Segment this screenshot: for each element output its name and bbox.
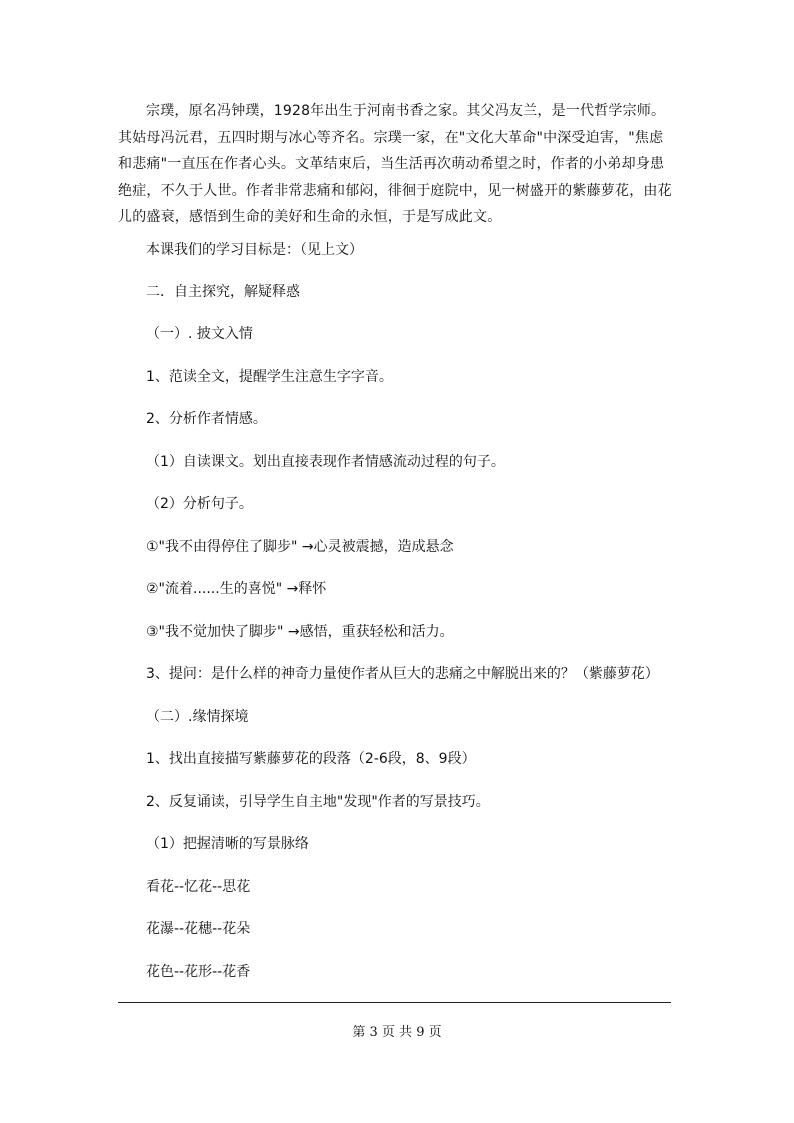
step-2-2-line: （2）分析句子。	[146, 496, 253, 512]
recite-line: 2、反复诵读，引导学生自主地"发现"作者的写景技巧。	[146, 794, 490, 810]
find-paragraphs-line: 1、找出直接描写紫藤萝花的段落（2-6段，8、9段）	[146, 751, 476, 767]
learning-goal-line: 本课我们的学习目标是：（见上文）	[146, 242, 363, 258]
step-2-line: 2、分析作者情感。	[146, 411, 267, 427]
footer-divider	[118, 1002, 671, 1003]
sequence-line-1: 看花--忆花--思花	[146, 879, 251, 895]
outline-line: （1）把握清晰的写景脉络	[146, 836, 309, 852]
subsection-heading-1: （一）. 披文入情	[146, 326, 253, 342]
intro-paragraph: 宗璞，原名冯钟璞，1928年出生于河南书香之家。其父冯友兰，是一代哲学宗师。其姑母冯沅君，五四时期与冰心等齐名。宗璞一家，在"文化大革命"中深受迫害，"焦虑和悲痛"一直压在作者心头。文革结束后，当生活再次萌动希望之时，作者的小弟却身患绝症，不久于人世。作者非常悲痛和郁闷，徘徊于庭院中，见一树盛开的紫藤萝花，由花儿的盛衰，感悟到生命的美好和生命的永恒，于是写成此文。	[118, 103, 672, 225]
subsection-heading-2: （二）.缘情探境	[146, 709, 249, 725]
section-heading-2: 二．自主探究，解疑释惑	[146, 284, 300, 300]
step-3-question-line: 3、提问：是什么样的神奇力量使作者从巨大的悲痛之中解脱出来的？（紫藤萝花）	[146, 666, 659, 682]
sentence-1-line: ①"我不由得停住了脚步" →心灵被震撼，造成悬念	[146, 539, 454, 555]
step-1-line: 1、范读全文，提醒学生注意生字字音。	[146, 369, 393, 385]
page-number: 第 3 页 共 9 页	[352, 1025, 442, 1040]
sentence-2-line: ②"流着......生的喜悦" →释怀	[146, 581, 327, 597]
sequence-line-3: 花色--花形--花香	[146, 964, 251, 980]
sequence-line-2: 花瀑--花穗--花朵	[146, 921, 251, 937]
step-2-1-line: （1）自读课文。划出直接表现作者情感流动过程的句子。	[146, 454, 505, 470]
sentence-3-line: ③"我不觉加快了脚步" →感悟，重获轻松和活力。	[146, 624, 454, 640]
